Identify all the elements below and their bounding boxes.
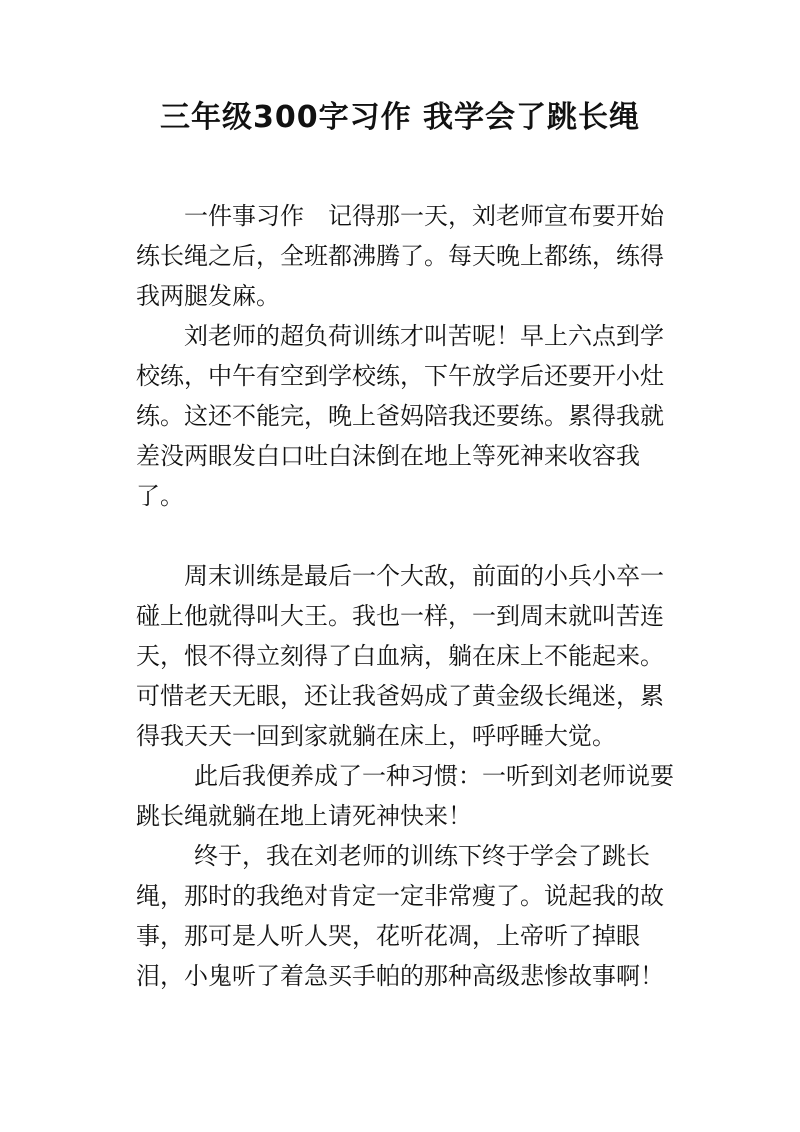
document-body: [136, 196, 676, 996]
paragraph-2: 刘老师的超负荷训练才叫苦呢！早上六点到学校练，中午有空到学校练，下午放学后还要开小灶练。这还不能完，晚上爸妈陪我还要练。累得我就差没两眼发白口吐白沫倒在地上等死神来收容我了。: [136, 322, 664, 510]
document-title: 三年级300字习作 我学会了跳长绳: [159, 100, 641, 135]
paragraph-3: 周末训练是最后一个大敌，前面的小兵小卒一碰上他就得叫大王。我也一样，一到周末就叫苦连天，恨不得立刻得了白血病，躺在床上不能起来。可惜老天无眼，还让我爸妈成了黄金级长绳迷，累得我天天一回到家就躺在床上，呼呼睡大觉。: [136, 562, 664, 750]
paragraph-4: 此后我便养成了一种习惯：一听到刘老师说要跳长绳就躺在地上请死神快来！: [136, 762, 674, 830]
paragraph-5: 终于，我在刘老师的训练下终于学会了跳长绳，那时的我绝对肯定一定非常瘦了。说起我的故事，那可是人听人哭，花听花凋，上帝听了掉眼泪，小鬼听了着急买手帕的那种高级悲惨故事啊！: [136, 842, 664, 990]
paragraph-1: 一件事习作 记得那一天，刘老师宣布要开始练长绳之后，全班都沸腾了。每天晚上都练，练得我两腿发麻。: [136, 202, 664, 310]
